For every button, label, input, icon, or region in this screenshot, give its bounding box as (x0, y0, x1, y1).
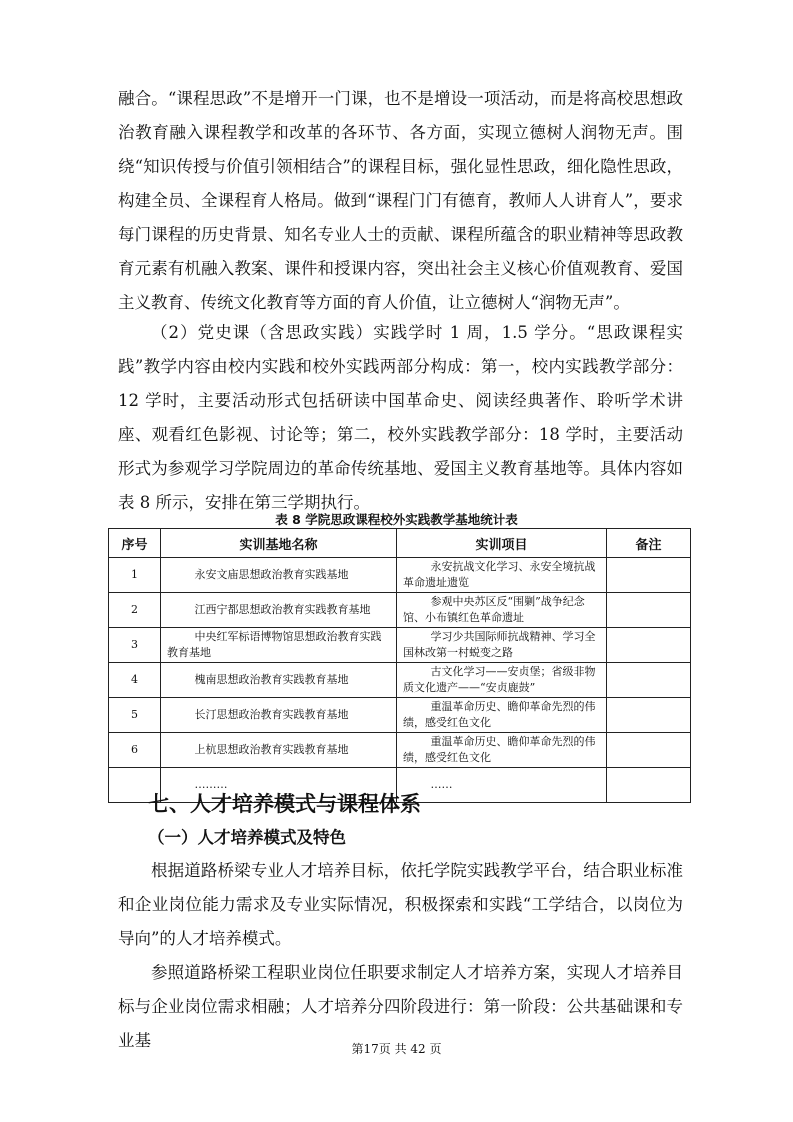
cell-remark (607, 663, 691, 698)
cell-remark (607, 593, 691, 628)
table-row (109, 733, 691, 768)
cell-project: 重温革命历史、瞻仰革命先烈的伟绩，感受红色文化 (397, 733, 607, 768)
cell-remark (607, 628, 691, 663)
cell-project: 参观中央苏区反“围剿”战争纪念馆、小布镇红色革命遗址 (397, 593, 607, 628)
cell-remark (607, 558, 691, 593)
cell-project: …… (397, 768, 607, 803)
cell-base-name: 长汀思想政治教育实践教育基地 (161, 698, 397, 733)
cell-base-name: 槐南思想政治教育实践教育基地 (161, 663, 397, 698)
paragraph-training-mode: 根据道路桥梁专业人才培养目标，依托学院实践教学平台，结合职业标准和企业岗位能力需求及专业实际情况，积极探索和实践“工学结合，以岗位为导向”的人才培养模式。 (118, 861, 683, 948)
cell-remark (607, 698, 691, 733)
header-remark: 备注 (607, 529, 691, 558)
cell-remark (607, 733, 691, 768)
cell-seq: 3 (109, 628, 161, 663)
section-heading: 七、人才培养模式与课程体系 (148, 792, 421, 816)
cell-seq: 2 (109, 593, 161, 628)
table-header-row (109, 529, 691, 558)
paragraph-party-history-course: （2）党史课（含思政实践）实践学时 1 周，1.5 学分。“思政课程实践”教学内容由校内实践和校外实践两部分构成：第一，校内实践教学部分：12 学时，主要活动形式包括研读中国革命史、阅读经典著作、聆听学术讲座、观看红色影视、讨论等；第二，校外实践教学部分：18 学时，主要活动形式为参观学习学院周边的革命传统基地、爱国主义教育基地等。具体内容如表 8 所示，安排在第三学期执行。 (118, 323, 683, 512)
cell-project: 学习少共国际师抗战精神、学习全国林改第一村蜕变之路 (397, 628, 607, 663)
cell-seq: 6 (109, 733, 161, 768)
table-row (109, 628, 691, 663)
table-row (109, 663, 691, 698)
table-row (109, 558, 691, 593)
table-caption: 表 8 学院思政课程校外实践教学基地统计表 (275, 512, 518, 527)
cell-base-name: 中央红军标语博物馆思想政治教育实践教育基地 (161, 628, 397, 663)
header-seq: 序号 (109, 529, 161, 558)
header-base-name: 实训基地名称 (161, 529, 397, 558)
cell-project: 重温革命历史、瞻仰革命先烈的伟绩，感受红色文化 (397, 698, 607, 733)
header-project: 实训项目 (397, 529, 607, 558)
cell-seq: 5 (109, 698, 161, 733)
cell-project: 古文化学习——安贞堡；省级非物质文化遗产——“安贞鹿鼓” (397, 663, 607, 698)
table-row (109, 698, 691, 733)
cell-base-name: 上杭思想政治教育实践教育基地 (161, 733, 397, 768)
table-row (109, 593, 691, 628)
cell-base-name: 永安文庙思想政治教育实践基地 (161, 558, 397, 593)
paragraph-course-ideology: 融合。“课程思政”不是增开一门课，也不是增设一项活动，而是将高校思想政治教育融入课程教学和改革的各环节、各方面，实现立德树人润物无声。围绕“知识传授与价值引领相结合”的课程目标，强化显性思政，细化隐性思政，构建全员、全课程育人格局。做到“课程门门有德育，教师人人讲育人”，要求每门课程的历史背景、知名专业人士的贡献、课程所蕴含的职业精神等思政教育元素有机融入教案、课件和授课内容，突出社会主义核心价值观教育、爱国主义教育、传统文化教育等方面的育人价值，让立德树人“润物无声”。 (118, 89, 683, 312)
cell-seq: 4 (109, 663, 161, 698)
page-number: 第17页 共 42 页 (351, 1042, 442, 1056)
cell-seq: 1 (109, 558, 161, 593)
cell-base-name: 江西宁都思想政治教育实践教育基地 (161, 593, 397, 628)
cell-base-name: ……… (161, 768, 397, 803)
subsection-heading: （一）人才培养模式及特色 (148, 828, 346, 847)
cell-remark (607, 768, 691, 803)
cell-project: 永安抗战文化学习、永安全境抗战革命遗址遗览 (397, 558, 607, 593)
paragraph-training-plan: 参照道路桥梁工程职业岗位任职要求制定人才培养方案，实现人才培养目标与企业岗位需求相融；人才培养分四阶段进行：第一阶段：公共基础课和专业基 (118, 963, 683, 1050)
practice-base-table (108, 528, 691, 803)
